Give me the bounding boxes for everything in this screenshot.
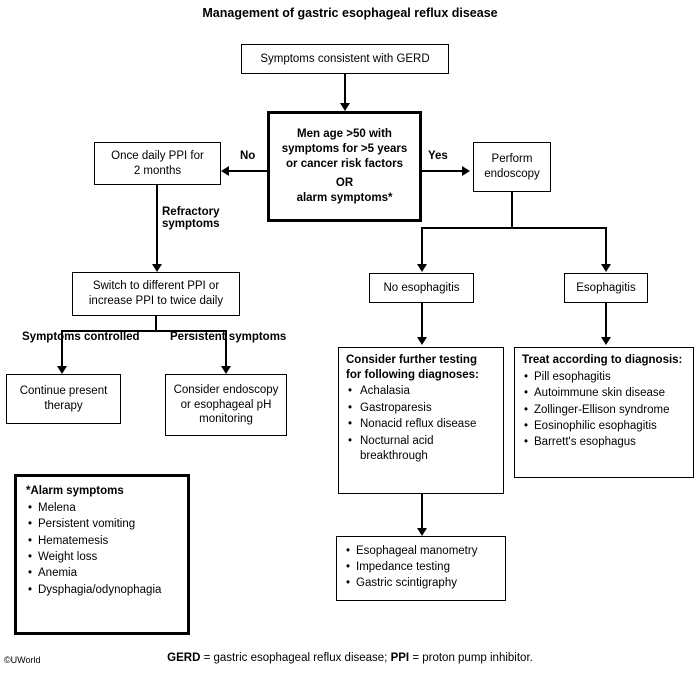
node-no-esophagitis [369, 273, 474, 303]
node-once-daily-ppi-line2: 2 months [133, 164, 182, 177]
node-treat-diagnosis-header: Treat according to diagnosis: [522, 354, 683, 366]
node-consider-endoscopy-line1: Consider endoscopy [173, 383, 279, 396]
arrowhead-consider-endoscopy [221, 366, 231, 374]
node-further-testing-header-line2: for following diagnoses: [346, 368, 479, 381]
connector-endoscopy-split-vert [511, 192, 513, 228]
label-refractory [162, 206, 220, 230]
node-tests-list [344, 544, 498, 592]
page-title: Management of gastric esophageal reflux disease [202, 6, 498, 20]
copyright-notice: ©UWorld [4, 655, 41, 665]
node-decision-line2: symptoms for >5 years [281, 142, 408, 155]
arrowhead-ppi-to-switch [152, 264, 162, 272]
node-alarm-symptoms-list [26, 501, 178, 598]
node-perform-endoscopy [473, 142, 551, 192]
footer-text-ppi: = proton pump inhibitor. [409, 652, 533, 664]
list-item: • Esophageal manometry [344, 544, 498, 559]
arrowhead-no-esophagitis [417, 264, 427, 272]
node-symptoms-gerd-label: Symptoms consistent with GERD [260, 52, 430, 65]
list-item: • Eosinophilic esophagitis [522, 419, 686, 434]
node-perform-endoscopy-line2: endoscopy [484, 168, 540, 180]
node-esophagitis [564, 273, 648, 303]
connector-endoscopy-split-horz [421, 227, 606, 229]
node-consider-endoscopy [165, 374, 287, 436]
list-item: • Hematemesis [26, 534, 178, 549]
list-item: • Nocturnal acid breakthrough [346, 434, 496, 464]
node-decision [267, 111, 422, 222]
connector-decision-to-endoscopy [422, 170, 463, 172]
node-alarm-symptoms-header: *Alarm symptoms [26, 485, 124, 497]
footer-abbr-gerd: GERD [167, 652, 201, 664]
node-further-testing-list [346, 384, 496, 463]
node-decision-line4: OR [335, 177, 354, 190]
list-item: • Gastric scintigraphy [344, 576, 498, 591]
connector-decision-to-ppi [228, 170, 268, 172]
list-item: • Impedance testing [344, 560, 498, 575]
node-consider-endoscopy-line2: or esophageal pH [180, 398, 272, 411]
footer-abbr-ppi: PPI [390, 652, 410, 664]
list-item: • Weight loss [26, 550, 178, 565]
arrowhead-testing-to-tests [417, 528, 427, 536]
node-alarm-symptoms [14, 474, 190, 635]
label-refractory-line1: Refractory [162, 206, 220, 218]
arrowhead-continue-therapy [57, 366, 67, 374]
node-further-testing [338, 347, 504, 494]
list-item: • Pill esophagitis [522, 370, 686, 385]
connector-switch-split-vert [155, 316, 157, 331]
label-symptoms-controlled: Symptoms controlled [22, 331, 140, 343]
node-once-daily-ppi-line1: Once daily PPI for [111, 149, 204, 162]
label-refractory-line2: symptoms [162, 218, 220, 230]
connector-symptoms-to-decision [344, 74, 346, 104]
node-once-daily-ppi [94, 142, 221, 185]
footer-legend [0, 652, 700, 664]
list-item: • Dysphagia/odynophagia [26, 583, 178, 598]
connector-no-esophagitis-to-testing [421, 303, 423, 341]
list-item: • Zollinger-Ellison syndrome [522, 403, 686, 418]
list-item: • Nonacid reflux disease [346, 417, 496, 432]
list-item: • Melena [26, 501, 178, 516]
arrowhead-esophagitis-to-treat [601, 337, 611, 345]
label-yes: Yes [428, 150, 448, 162]
list-item: • Autoimmune skin disease [522, 386, 686, 401]
node-symptoms-gerd [241, 44, 449, 74]
node-switch-ppi-line2: increase PPI to twice daily [88, 295, 224, 307]
node-switch-ppi-line1: Switch to different PPI or [92, 280, 220, 293]
arrowhead-decision-to-endoscopy [462, 166, 470, 176]
node-decision-line1: Men age >50 with [297, 128, 392, 141]
node-treat-diagnosis [514, 347, 694, 478]
list-item: • Persistent vomiting [26, 517, 178, 532]
node-decision-line5: alarm symptoms* [296, 192, 393, 205]
node-tests [336, 536, 506, 601]
list-item: • Gastroparesis [346, 401, 496, 416]
node-further-testing-header-line1: Consider further testing [346, 354, 477, 366]
label-persistent-symptoms: Persistent symptoms [170, 331, 287, 343]
node-decision-line3: or cancer risk factors [286, 157, 403, 170]
node-consider-endoscopy-line3: monitoring [199, 413, 253, 426]
list-item: • Anemia [26, 566, 178, 581]
arrowhead-decision-to-ppi [221, 166, 229, 176]
arrowhead-symptoms-to-decision [340, 103, 350, 111]
node-esophagitis-label: Esophagitis [576, 281, 636, 294]
arrowhead-esophagitis [601, 264, 611, 272]
node-perform-endoscopy-line1: Perform [491, 153, 533, 166]
node-continue-therapy-line1: Continue present [19, 385, 108, 398]
connector-testing-to-tests [421, 494, 423, 532]
connector-ppi-to-switch-vert [156, 185, 158, 235]
node-no-esophagitis-label: No esophagitis [383, 281, 460, 294]
arrowhead-no-esophagitis-to-testing [417, 337, 427, 345]
list-item: • Achalasia [346, 384, 496, 399]
connector-esophagitis-to-treat [605, 303, 607, 341]
list-item: • Barrett's esophagus [522, 435, 686, 450]
node-switch-ppi [72, 272, 240, 316]
node-treat-diagnosis-list [522, 370, 686, 451]
connector-no-esophagitis-down [421, 227, 423, 269]
node-continue-therapy [6, 374, 121, 424]
footer-text-gerd: = gastric esophageal reflux disease; [200, 652, 391, 664]
node-continue-therapy-line2: therapy [44, 400, 83, 412]
connector-esophagitis-down [605, 227, 607, 269]
label-no: No [240, 150, 256, 162]
